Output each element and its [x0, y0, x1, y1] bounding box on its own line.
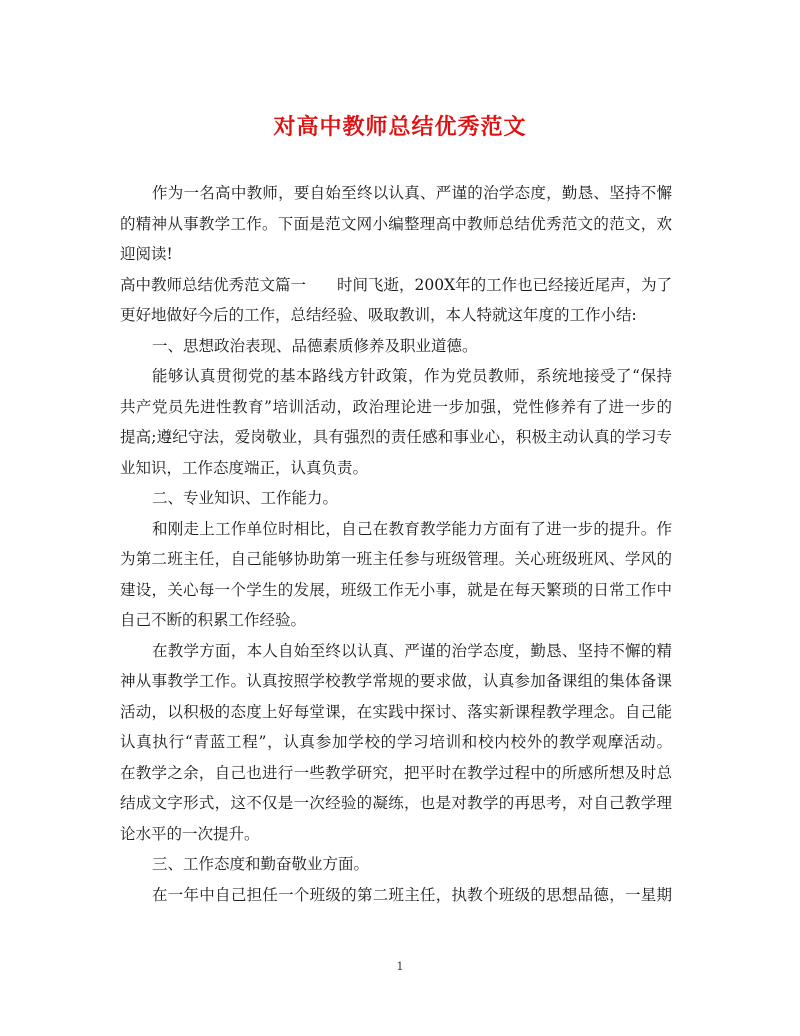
- section-heading: 三、工作态度和勤奋敬业方面。: [152, 855, 370, 873]
- paragraph-line: 为第二班主任，自己能够协助第一班主任参与班级管理。关心班级班风、学风的: [120, 550, 672, 568]
- document-body: [120, 178, 672, 910]
- paragraph-line: 活动，以积极的态度上好每堂课，在实践中探讨、落实新课程教学理念。自己能: [120, 702, 672, 721]
- paragraph-line: 在一年中自己担任一个班级的第二班主任，执教个班级的思想品德，一星期: [152, 885, 672, 904]
- paragraph-line: 能够认真贯彻党的基本路线方针政策，作为党员教师，系统地接受了“保持: [152, 367, 672, 385]
- paragraph-line: 认真执行“青蓝工程”，认真参加学校的学习培训和校内校外的教学观摩活动。: [120, 733, 672, 751]
- paragraph-line: 结成文字形式，这不仅是一次经验的凝练，也是对教学的再思考，对自己教学理: [120, 794, 672, 812]
- paragraph-line: 建设，关心每一个学生的发展，班级工作无小事，就是在每天繁琐的日常工作中: [120, 580, 672, 599]
- paragraph-line: 作为一名高中教师，要自始至终以认真、严谨的治学态度，勤恳、坚持不懈: [152, 184, 672, 202]
- paragraph-line: 和刚走上工作单位时相比，自己在教育教学能力方面有了进一步的提升。作: [152, 519, 672, 538]
- section-heading: 二、专业知识、工作能力。: [152, 489, 339, 507]
- paragraph-line: 在教学之余，自己也进行一些教学研究，把平时在教学过程中的所感所想及时总: [120, 763, 672, 782]
- paragraph-line: 业知识，工作态度端正，认真负责。: [120, 458, 369, 477]
- paragraph-line: 共产党员先进性教育”培训活动，政治理论进一步加强，党性修养有了进一步的: [120, 397, 672, 416]
- paragraph-line: 提高;遵纪守法，爱岗敬业，具有强烈的责任感和事业心，积极主动认真的学习专: [120, 428, 672, 446]
- paragraph-line: 神从事教学工作。认真按照学校教学常规的要求做，认真参加备课组的集体备课: [120, 672, 672, 690]
- paragraph-line: 高中教师总结优秀范文篇一 时间飞逝，200X年的工作也已经接近尾声，为了: [120, 275, 673, 294]
- paragraph-line: 在教学方面，本人自始至终以认真、严谨的治学态度，勤恳、坚持不懈的精: [152, 641, 672, 660]
- paragraph-line: 的精神从事教学工作。下面是范文网小编整理高中教师总结优秀范文的范文，欢: [120, 214, 672, 233]
- paragraph-line: 自己不断的积累工作经验。: [120, 611, 307, 629]
- section-heading: 一、思想政治表现、品德素质修养及职业道德。: [152, 336, 478, 355]
- page-number: 1: [396, 960, 404, 973]
- paragraph-line: 论水平的一次提升。: [120, 824, 260, 843]
- paragraph-line: 迎阅读!: [120, 245, 173, 263]
- paragraph-line: 更好地做好今后的工作，总结经验、吸取教训，本人特就这年度的工作小结:: [120, 306, 637, 324]
- document-title: 对高中教师总结优秀范文: [273, 114, 527, 140]
